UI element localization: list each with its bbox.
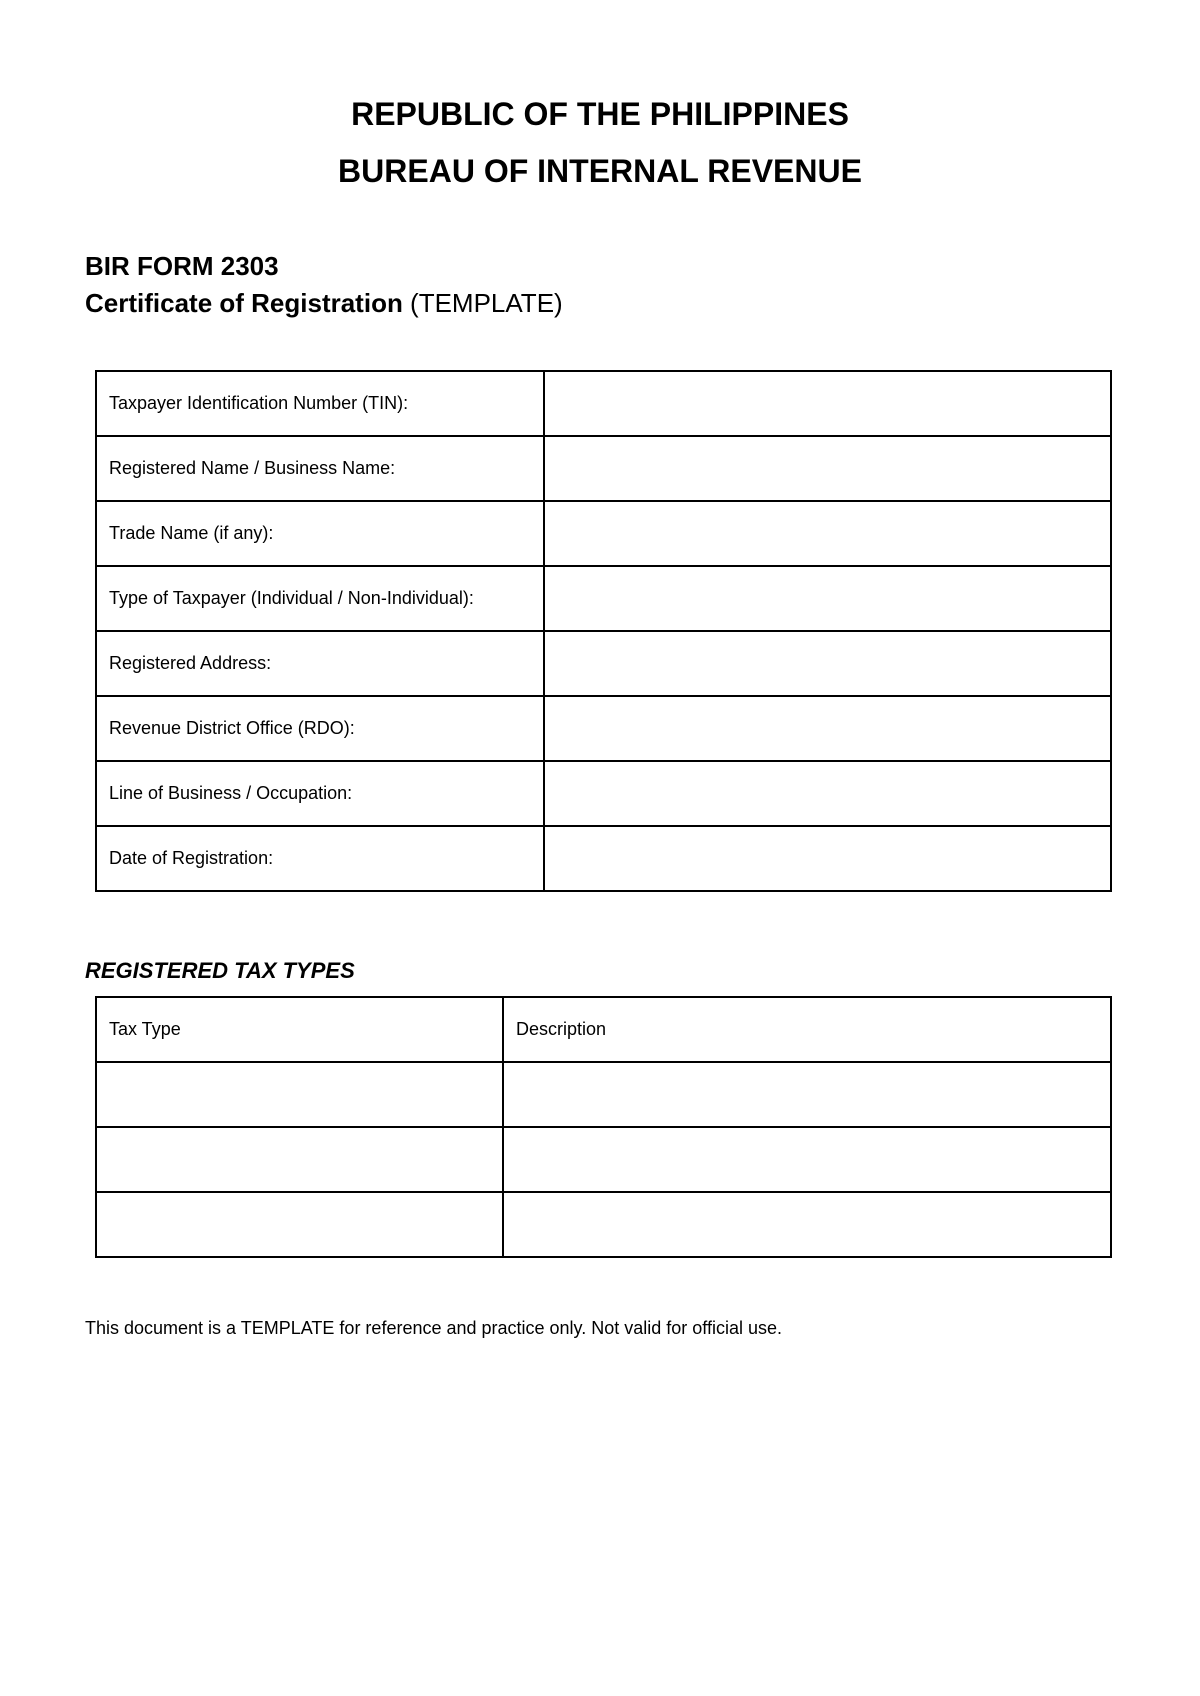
tax-types-heading: REGISTERED TAX TYPES: [85, 958, 355, 983]
header-agency: BUREAU OF INTERNAL REVENUE: [338, 153, 862, 189]
table-row: [96, 1192, 1111, 1257]
table-row: [96, 826, 1111, 891]
disclaimer-note: This document is a TEMPLATE for reference and practice only. Not valid for official use.: [85, 1318, 782, 1338]
field-label-rdo: Revenue District Office (RDO):: [96, 696, 544, 761]
field-label-registration-date: Date of Registration:: [96, 826, 544, 891]
field-label-address: Registered Address:: [96, 631, 544, 696]
header-country: REPUBLIC OF THE PHILIPPINES: [351, 96, 849, 132]
table-row: [96, 1127, 1111, 1192]
field-value-taxpayer-type[interactable]: [544, 566, 1111, 631]
column-header-description: Description: [503, 997, 1111, 1062]
field-value-rdo[interactable]: [544, 696, 1111, 761]
tax-type-cell[interactable]: [96, 1192, 503, 1257]
table-row: [96, 1062, 1111, 1127]
description-cell[interactable]: [503, 1192, 1111, 1257]
tax-type-cell[interactable]: [96, 1062, 503, 1127]
field-label-line-of-business: Line of Business / Occupation:: [96, 761, 544, 826]
table-row: [96, 761, 1111, 826]
table-row: [96, 696, 1111, 761]
description-cell[interactable]: [503, 1062, 1111, 1127]
tax-types-table: [95, 996, 1112, 1258]
column-header-tax-type: Tax Type: [96, 997, 503, 1062]
field-value-registered-name[interactable]: [544, 436, 1111, 501]
field-value-registration-date[interactable]: [544, 826, 1111, 891]
field-label-registered-name: Registered Name / Business Name:: [96, 436, 544, 501]
table-row: [96, 371, 1111, 436]
table-row: [96, 436, 1111, 501]
field-value-trade-name[interactable]: [544, 501, 1111, 566]
form-title-suffix: (TEMPLATE): [402, 288, 563, 318]
registration-info-table: [95, 370, 1112, 892]
table-header-row: [96, 997, 1111, 1062]
field-label-tin: Taxpayer Identification Number (TIN):: [96, 371, 544, 436]
field-label-trade-name: Trade Name (if any):: [96, 501, 544, 566]
form-number: BIR FORM 2303: [85, 251, 279, 281]
form-title-block: [85, 248, 563, 322]
form-title: [85, 285, 563, 322]
field-value-tin[interactable]: [544, 371, 1111, 436]
document-header: [0, 86, 1200, 200]
tax-type-cell[interactable]: [96, 1127, 503, 1192]
table-row: [96, 631, 1111, 696]
field-value-line-of-business[interactable]: [544, 761, 1111, 826]
form-title-main: Certificate of Registration: [85, 288, 403, 318]
table-row: [96, 501, 1111, 566]
field-label-taxpayer-type: Type of Taxpayer (Individual / Non-Individual):: [96, 566, 544, 631]
field-value-address[interactable]: [544, 631, 1111, 696]
table-row: [96, 566, 1111, 631]
description-cell[interactable]: [503, 1127, 1111, 1192]
